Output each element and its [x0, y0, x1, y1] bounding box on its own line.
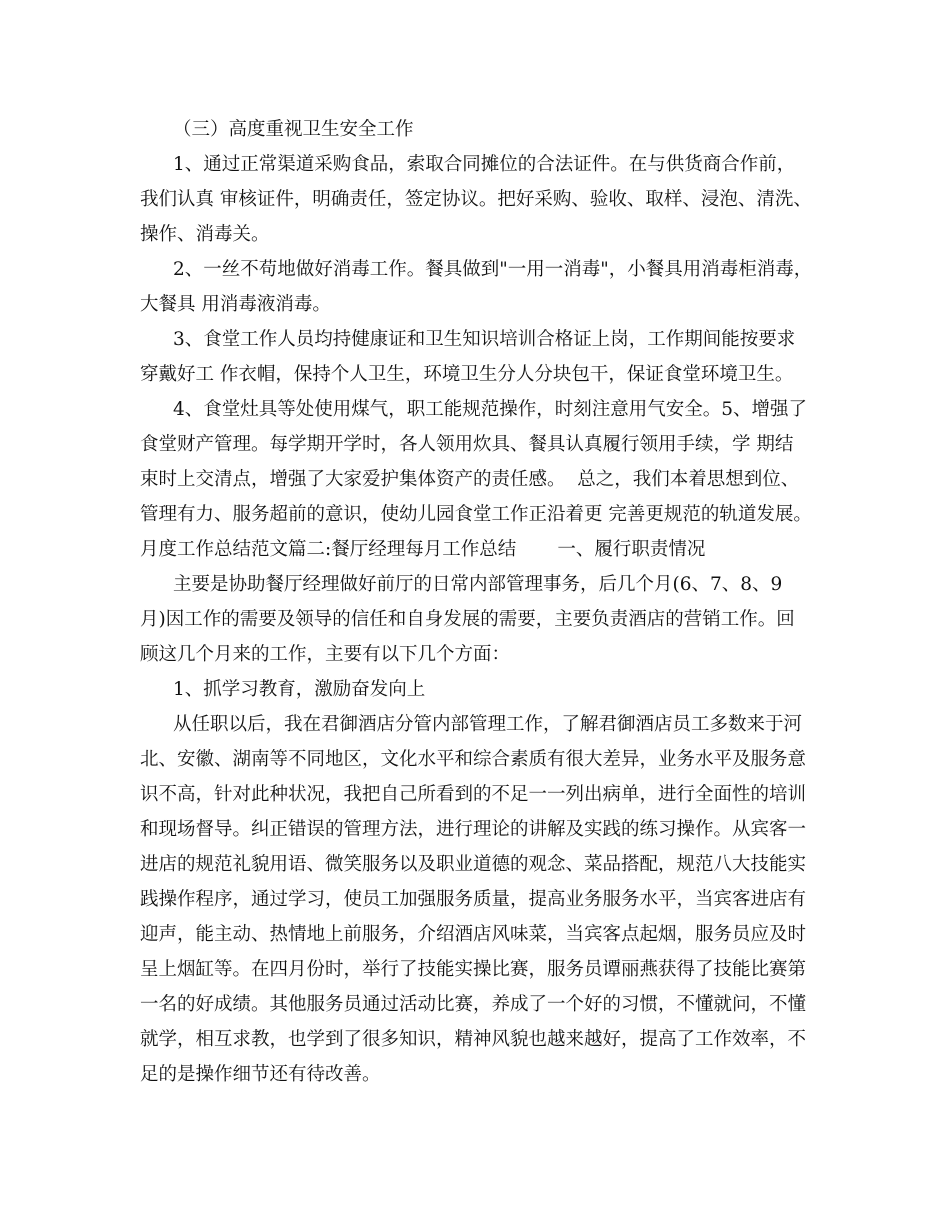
- text-line: 3、食堂工作人员均持健康证和卫生知识培训合格证上岗，工作期间能按要求: [173, 329, 796, 350]
- text-line: 主要是协助餐厅经理做好前厅的日常内部管理事务，后几个月(6、7、8、9: [173, 574, 783, 595]
- text-line: 管理有力、服务超前的意识，使幼儿园食堂工作正沿着更 完善更规范的轨道发展。: [140, 504, 812, 525]
- text-line: （三）高度重视卫生安全工作: [173, 119, 414, 140]
- text-line: 操作、消毒关。: [140, 224, 270, 245]
- text-line: 顾这几个月来的工作，主要有以下几个方面：: [140, 644, 511, 665]
- text-line: 和现场督导。纠正错误的管理方法，进行理论的讲解及实践的练习操作。从宾客一: [140, 819, 807, 840]
- text-line: 食堂财产管理。每学期开学时，各人领用炊具、餐具认真履行领用手续，学 期结: [140, 434, 794, 455]
- text-line: 1、通过正常渠道采购食品，索取合同摊位的合法证件。在与供货商合作前，: [173, 154, 796, 175]
- text-line: 月)因工作的需要及领导的信任和自身发展的需要，主要负责酒店的营销工作。回: [140, 609, 795, 630]
- text-line: 从任职以后，我在君御酒店分管内部管理工作，了解君御酒店员工多数来于河: [173, 714, 803, 735]
- text-line: 北、安徽、湖南等不同地区，文化水平和综合素质有很大差异，业务水平及服务意: [140, 749, 807, 770]
- text-line: 大餐具 用消毒液消毒。: [140, 294, 331, 315]
- text-line: 识不高，针对此种状况，我把自己所看到的不足一一列出病单，进行全面性的培训: [140, 784, 807, 805]
- text-line: 1、抓学习教育，激励奋发向上: [173, 679, 426, 700]
- section-title-line: 月度工作总结范文篇二:餐厅经理每月工作总结 一、履行职责情况: [140, 539, 706, 560]
- text-line: 呈上烟缸等。在四月份时，举行了技能实操比赛，服务员谭丽燕获得了技能比赛第: [140, 959, 807, 980]
- text-line: 进店的规范礼貌用语、微笑服务以及职业道德的观念、菜品搭配，规范八大技能实: [140, 854, 807, 875]
- text-line: 4、食堂灶具等处使用煤气，职工能规范操作，时刻注意用气安全。5、增强了: [173, 399, 808, 420]
- text-line: 就学，相互求教，也学到了很多知识，精神风貌也越来越好，提高了工作效率，不: [140, 1029, 807, 1050]
- text-line: 足的是操作细节还有待改善。: [140, 1064, 381, 1085]
- text-line: 践操作程序，通过学习，使员工加强服务质量，提高业务服务水平，当宾客进店有: [140, 889, 807, 910]
- text-line: 我们认真 审核证件，明确责任，签定协议。把好采购、验收、取样、浸泡、清洗、: [140, 189, 812, 210]
- text-line: 2、一丝不苟地做好消毒工作。餐具做到"一用一消毒"，小餐具用消毒柜消毒，: [173, 259, 813, 280]
- text-line: 一名的好成绩。其他服务员通过活动比赛，养成了一个好的习惯，不懂就问，不懂: [140, 994, 807, 1015]
- text-line: 穿戴好工 作衣帽，保持个人卫生，环境卫生分人分块包干，保证食堂环境卫生。: [140, 364, 794, 385]
- text-line: 迎声，能主动、热情地上前服务，介绍酒店风味菜，当宾客点起烟，服务员应及时: [140, 924, 807, 945]
- text-line: 束时上交清点，增强了大家爱护集体资产的责任感。 总之，我们本着思想到位、: [140, 469, 800, 490]
